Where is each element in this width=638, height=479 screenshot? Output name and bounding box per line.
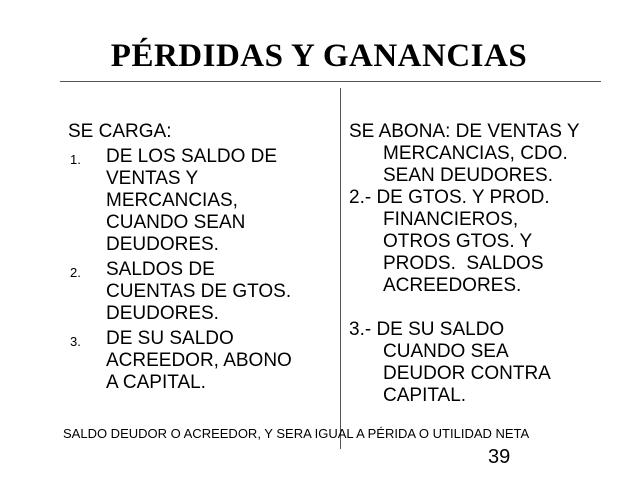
slide-title: PÉRDIDAS Y GANANCIAS — [110, 38, 528, 74]
title-divider — [60, 81, 601, 82]
debit-heading: SE CARGA: — [68, 121, 172, 142]
item-line: VENTAS Y — [106, 168, 199, 189]
item-line: MERCANCIAS, — [106, 190, 238, 211]
footer-note: SALDO DEUDOR O ACREEDOR, Y SERA IGUAL A PÉRIDA O UTILIDAD NETA — [63, 426, 530, 441]
column-divider — [340, 88, 341, 449]
item-line: ACREEDOR, ABONO — [106, 350, 292, 371]
debit-item-1 — [68, 146, 333, 256]
credit-heading: SE ABONA: DE VENTAS Y — [349, 121, 580, 142]
debit-column — [68, 121, 333, 394]
item-line: A CAPITAL. — [106, 372, 206, 393]
debit-item-2 — [68, 259, 333, 325]
credit-line: CAPITAL. — [383, 385, 467, 406]
item-number: 2. — [70, 265, 81, 280]
page-number: 39 — [488, 446, 511, 468]
credit-line: DEUDOR CONTRA — [383, 363, 551, 384]
credit-line: MERCANCIAS, CDO. — [383, 143, 568, 164]
item-number: 3. — [70, 334, 81, 349]
item-line: CUENTAS DE GTOS. — [106, 281, 292, 302]
credit-item-3: 3.- DE SU SALDO — [349, 319, 505, 340]
debit-item-3 — [68, 328, 333, 394]
credit-column — [349, 121, 629, 407]
item-line: DE SU SALDO — [106, 328, 234, 349]
item-line: DE LOS SALDO DE — [106, 146, 278, 167]
credit-line: OTROS GTOS. Y — [383, 231, 533, 252]
item-line: DEUDORES. — [106, 234, 219, 255]
credit-line: SEAN DEUDORES. — [383, 165, 553, 186]
credit-line: CUANDO SEA — [383, 341, 509, 362]
item-number: 1. — [70, 152, 81, 167]
credit-line: ACREEDORES. — [383, 275, 522, 296]
credit-line: PRODS. SALDOS — [383, 253, 544, 274]
item-line: CUANDO SEAN — [106, 212, 246, 233]
item-line: SALDOS DE — [106, 259, 215, 280]
item-line: DEUDORES. — [106, 303, 219, 324]
credit-line: FINANCIEROS, — [383, 209, 519, 230]
credit-item-2: 2.- DE GTOS. Y PROD. — [349, 187, 550, 208]
